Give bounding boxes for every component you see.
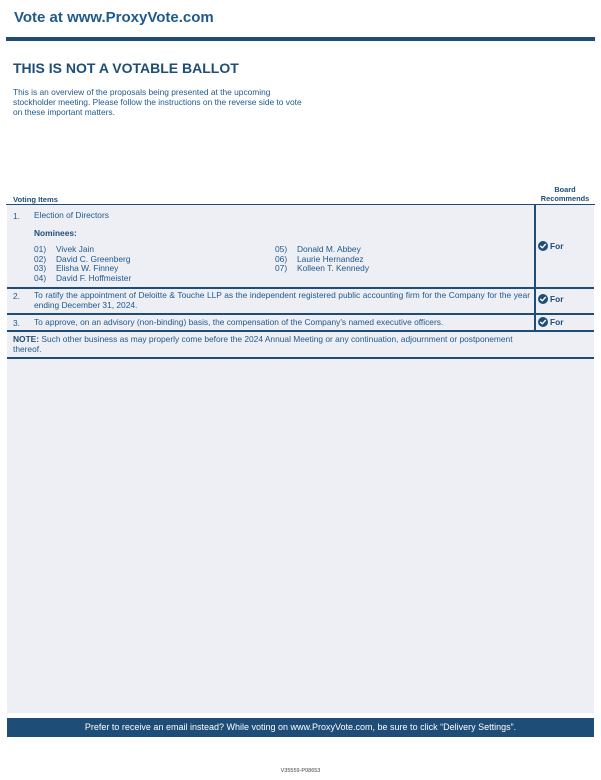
note [13,335,533,354]
row-divider [7,313,594,315]
item-2-number: 2. [13,291,20,301]
nominee-05: 05) Donald M. Abbey [275,244,361,254]
nominees-label: Nominees: [34,228,77,238]
row-divider [7,330,594,332]
row-divider [7,357,594,359]
item-3-recommendation: For [538,317,564,327]
nominee-02: 02) David C. Greenberg [34,253,131,264]
note-label: NOTE: [13,334,40,344]
check-circle-icon [538,241,548,251]
footer-banner: Prefer to receive an email instead? While voting on www.ProxyVote.com, be sure to click “Delivery Settings”. [7,718,594,737]
ballot-title: THIS IS NOT A VOTABLE BALLOT [13,60,239,76]
item-2-recommendation: For [538,294,564,304]
nominee-01: 01) Vivek Jain [34,244,95,254]
nominee-03: 03) Elisha W. Finney [34,263,119,273]
nominee-04: 04) David F. Hoffmeister [34,272,132,283]
header-title: Vote at www.ProxyVote.com [14,9,214,26]
note-text: Such other business as may properly come before the 2024 Annual Meeting or any continuation, adjournment or postponement thereof. [13,334,513,354]
nominee-07: 07) Kolleen T. Kennedy [275,263,370,273]
item-2-text: To ratify the appointment of Deloitte & Touche LLP as the independent registered public accounting firm for the Company for the year ending December 31, 2024. [34,290,530,310]
item-1-text: Election of Directors [34,210,109,220]
voting-items-header: Voting Items [13,195,59,204]
nominee-06: 06) Laurie Hernandez [275,253,364,264]
item-1-number: 1. [13,211,20,221]
row-divider [7,287,594,289]
document-code: V35559-P08653 [280,768,321,774]
ballot-intro: This is an overview of the proposals being presented at the upcoming stockholder meeting. Please follow the instructions on the reverse side to vote on these important matters. [13,87,302,117]
check-circle-icon [538,317,548,327]
board-recommends-header: Board Recommends [540,185,590,203]
item-3-text: To approve, on an advisory (non-binding) basis, the compensation of the Company's named executive officers. [34,317,444,327]
item-1-recommendation: For [538,241,564,251]
item-3-number: 3. [13,318,20,328]
check-circle-icon [538,294,548,304]
header-rule [6,37,595,41]
